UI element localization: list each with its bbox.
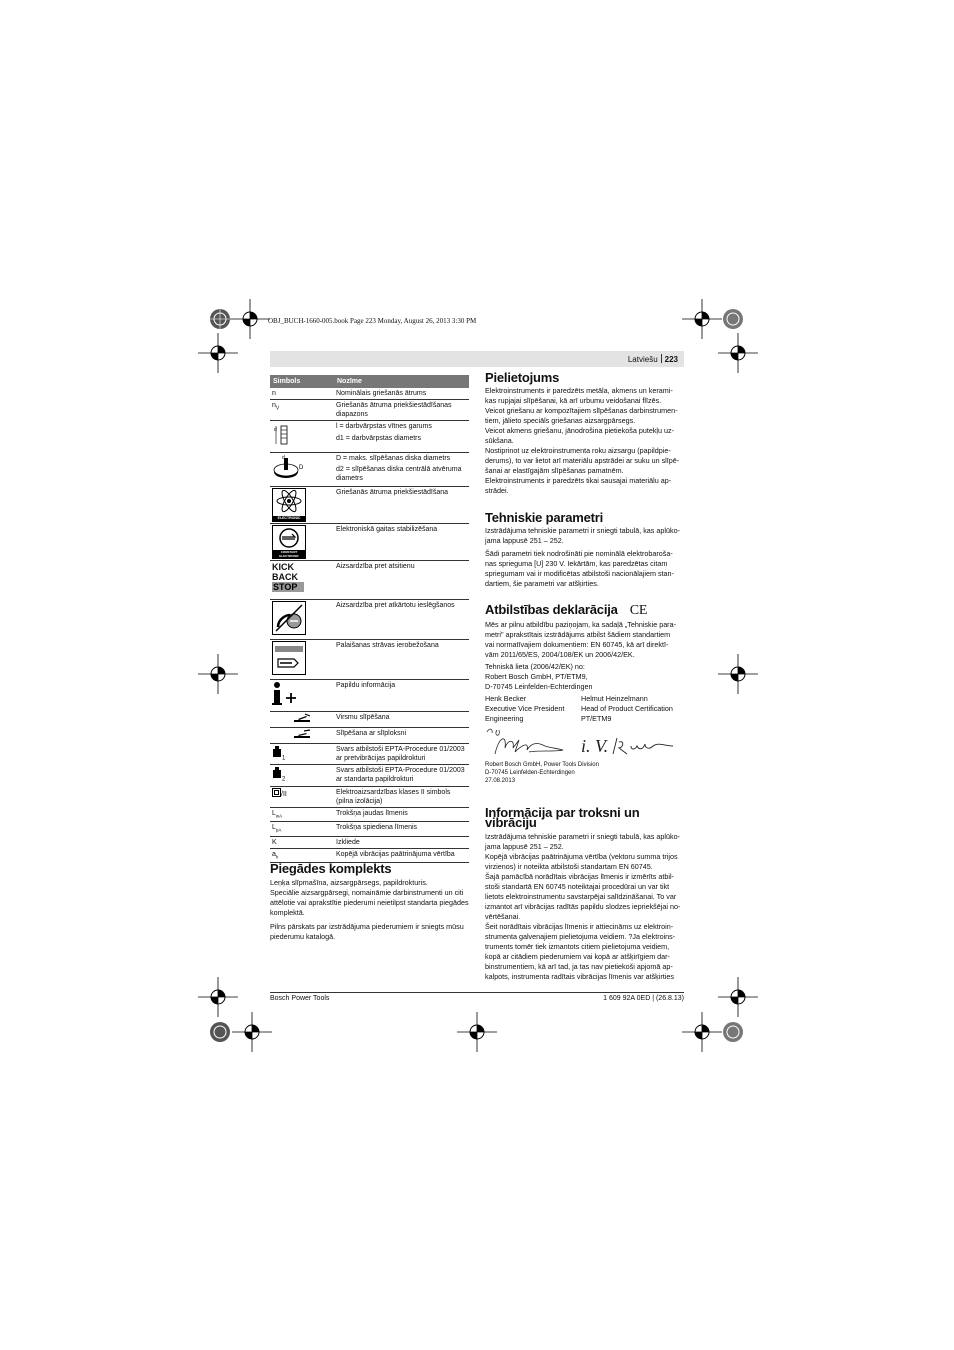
table-row — [270, 822, 469, 836]
page-footer — [270, 992, 684, 1002]
crosshair-mark-icon — [232, 1012, 272, 1052]
table-row — [270, 561, 469, 600]
meaning-cell: l = darbvārpstas vītnes garums d1 = darbvārpstas diametrs — [334, 421, 469, 453]
print-header: OBJ_BUCH-1660-005.book Page 223 Monday, August 26, 2013 3:30 PM — [268, 317, 477, 325]
table-row — [270, 786, 469, 807]
table-row — [270, 388, 469, 400]
symbol-cell: n — [270, 388, 334, 400]
registration-mark-icon — [713, 1012, 753, 1052]
page-header-bar — [270, 351, 684, 367]
delivery-section — [270, 861, 469, 942]
symbol-cell — [270, 600, 334, 640]
restart-protection-icon — [272, 601, 306, 635]
meaning-cell: Slīpēšana ar slīploksni — [334, 728, 469, 744]
constant-electronic-icon: CONSTANT ELECTRONIC — [272, 525, 306, 559]
crosshair-mark-icon — [718, 977, 758, 1017]
crosshair-mark-icon — [198, 977, 238, 1017]
column-header-meaning: Nozīme — [334, 375, 469, 388]
crosshair-mark-icon — [457, 1012, 497, 1052]
crosshair-mark-icon — [198, 654, 238, 694]
table-row — [270, 765, 469, 786]
signers: Henk Becker Executive Vice President Engineering Helmut Heinzelmann Head of Product Certification PT/ETM9 — [485, 694, 673, 723]
symbol-cell — [270, 712, 334, 728]
language-label: Latviešu — [627, 355, 658, 364]
additional-info-icon — [272, 681, 300, 707]
weight-icon — [272, 745, 282, 757]
page-header — [628, 354, 678, 364]
meaning-cell: Svars atbilstoši EPTA-Procedure 01/2003 ar pretvibrācijas papildrokturi — [334, 744, 469, 765]
paragraph: Speciālie aizsargpārsegi, nomaināmie darbinstrumenti un citi attēlotie vai aprakstītie piederumi neietilpst standarta piegādes komplektā. — [270, 888, 469, 917]
symbol-cell: $a_h$ — [270, 848, 334, 862]
meaning-cell: Elektroniskā gaitas stabilizēšana — [334, 524, 469, 561]
disc-dimension-icon — [272, 454, 304, 482]
crosshair-mark-icon — [198, 333, 238, 373]
technical-section: Tehniskie parametri Izstrādājuma tehniskie parametri ir sniegti tabulā, kas aplūko- jama lappusē 251 – 252. Šādi parametri tiek nodrošināti pie nominālā elektrobaroša- nas sprieguma [U] 230 V. Iekārtām, kas paredzētas citam spriegumam vai ir modificētas atbilstoši nacionālajiem stan- dartiem, šie parametri var atšķirties. — [485, 513, 685, 589]
surface-grinding-icon — [292, 713, 312, 723]
footer-left: Bosch Power Tools — [270, 995, 330, 1002]
table-row — [270, 421, 469, 453]
table-row — [270, 744, 469, 765]
symbol-cell: K — [270, 836, 334, 848]
symbol-cell — [270, 640, 334, 680]
conformity-section: Atbilstības deklarācija CE Mēs ar pilnu atbildību paziņojam, ka sadaļā „Tehniskie para- metri" aprakstītais izstrādājums atbilst šādiem standartiem vai normatīvajiem dokumentiem: EN 60745, kā arī direktī- vām 2011/65/ES, 2004/108/EK un 2006/42/EK. Tehniskā lieta (2006/42/EK) no: Robert Bosch GmbH, PT/ETM9, D-70745 Leinfelden-Echterdingen Henk Becker Executive Vice President Engineering Helmut Heinzelmann Head of Product Certification PT/ETM9 i. V. Robert Bosch GmbH, Power Tools Division D-70745 Leinfelden-Echterdingen 27.08.2013 — [485, 605, 685, 785]
symbol-cell: $n_V$ — [270, 400, 334, 421]
starting-current-limit-icon — [272, 641, 306, 675]
kickback-stop-icon: KICK BACK STOP — [272, 562, 304, 592]
meaning-cell: Trokšņa jaudas līmenis — [334, 807, 469, 821]
signatures-image — [485, 726, 685, 760]
meaning-cell: Trokšņa spiediena līmenis — [334, 822, 469, 836]
meaning-cell: Virsmu slīpēšana — [334, 712, 469, 728]
table-header — [270, 375, 469, 388]
table-row — [270, 712, 469, 728]
symbol-cell — [270, 524, 334, 561]
page-number: 223 — [664, 355, 678, 364]
symbol-cell — [270, 561, 334, 600]
paragraph: Pilns pārskats par izstrādājuma piederumiem ir sniegts mūsu piederumu katalogā. — [270, 922, 464, 941]
svg-text:d: d — [274, 427, 277, 433]
table-row — [270, 836, 469, 848]
protection-class-icon — [272, 788, 281, 797]
paragraph: Leņķa slīpmašīna, aizsargpārsegs, papildrokturis. — [270, 878, 428, 887]
meaning-cell: Palaišanas strāvas ierobežošana — [334, 640, 469, 680]
section-title: Piegādes komplekts — [270, 861, 392, 876]
crosshair-mark-icon — [718, 333, 758, 373]
sanding-sheet-icon — [292, 729, 312, 739]
table-row — [270, 680, 469, 712]
section-title: Pielietojums — [485, 370, 560, 385]
meaning-cell: Nominālais griešanās ātrums — [334, 388, 469, 400]
table-row — [270, 400, 469, 421]
table-row — [270, 728, 469, 744]
meaning-cell: Elektroaizsardzības klases II simbols (pilna izolācija) — [334, 786, 469, 807]
meaning-cell: Izkliede — [334, 836, 469, 848]
table-row — [270, 640, 469, 680]
symbol-cell: 1 — [270, 744, 334, 765]
meaning-cell: Aizsardzība pret atkārtotu ieslēgšanos — [334, 600, 469, 640]
symbol-cell — [270, 728, 334, 744]
symbol-cell — [270, 487, 334, 524]
meaning-cell: Papildu informācija — [334, 680, 469, 712]
electronic-icon: ELECTRONIC — [272, 488, 306, 522]
table-row — [270, 600, 469, 640]
section-title: Atbilstības deklarācija CE — [485, 602, 648, 618]
symbol-cell: $L_{wA}$ — [270, 807, 334, 821]
usage-section: Pielietojums Elektroinstruments ir paredzēts metāla, akmens un kerami- kas rupjajai slīpēšanai, kā arī urbumu veidošanai flīzēs. Veicot griešanu ar kompozītajiem slīpēšanas darbinstrumen- tiem, jālieto speciāls griešanas aizsargpārsegs. Veicot akmens griešanu, jānodrošina pietiekoša putekļu uz- sūkšana. Nostiprinot uz elektroinstrumenta roku aizsargu (papildpie- derums), to var lietot arī materiālu apstrādei ar suku un slīpē- šanai ar elastīgajām slīpēšanas pamatnēm. Elektroinstruments ir paredzēts tikai sausajai materiālu ap- strādei. — [485, 373, 685, 496]
table-row — [270, 453, 469, 487]
meaning-cell: D = maks. slīpēšanas diska diametrs d2 = slīpēšanas diska centrālā atvēruma diametrs — [334, 453, 469, 487]
symbol-cell — [270, 680, 334, 712]
ce-mark-icon: CE — [629, 603, 648, 618]
svg-text:d: d — [282, 455, 285, 461]
crosshair-mark-icon — [718, 654, 758, 694]
symbol-cell: 2 — [270, 765, 334, 786]
spindle-dimension-icon — [272, 422, 298, 448]
table-row — [270, 807, 469, 821]
symbol-cell: $L_{pA}$ — [270, 822, 334, 836]
meaning-cell: Kopējā vibrācijas paātrinājuma vērtība — [334, 848, 469, 862]
symbol-cell: /II — [270, 786, 334, 807]
symbol-cell — [270, 453, 334, 487]
weight-icon — [272, 766, 282, 778]
meaning-cell: Griešanās ātruma priekšiestādīšana — [334, 487, 469, 524]
table-row — [270, 487, 469, 524]
table-row — [270, 524, 469, 561]
meaning-cell: Aizsardzība pret atsitienu — [334, 561, 469, 600]
svg-text:D: D — [299, 465, 304, 471]
section-title: Tehniskie parametri — [485, 510, 604, 525]
column-header-symbol: Simbols — [270, 375, 334, 388]
symbols-table — [270, 375, 469, 863]
section-title: Informācija par troksni un vibrāciju — [485, 805, 640, 830]
symbol-cell — [270, 421, 334, 453]
meaning-cell: Svars atbilstoši EPTA-Procedure 01/2003 ar standarta papildrokturi — [334, 765, 469, 786]
svg-text:i. V.: i. V. — [581, 736, 609, 756]
meaning-cell: Griešanās ātruma priekšiestādīšanas diapazons — [334, 400, 469, 421]
footer-right: 1 609 92A 0ED | (26.8.13) — [603, 995, 684, 1002]
noise-section: Informācija par troksni un vibrāciju Izstrādājuma tehniskie parametri ir sniegti tabulā, kas aplūko- jama lappusē 251 – 252. Kopējā vibrācijas paātrinājuma vērtība (vektoru summa trijos virzienos) ir noteikta atbilstoši standartam EN 60745. Šajā pamācībā norādītais vibrācijas līmenis ir izmērīts atbil- stoši standartā EN 60745 noteiktajai procedūrai un var tikt lietots elektroinstrumentu savstarpējai salīdzināšanai. To var izmantot arī vibrācijas radītās papildu slodzes iepriekšējai no- vērtēšanai. Šeit norādītais vibrācijas līmenis ir attiecināms uz elektroin- strumenta galvenajiem pielietojuma veidiem. ?Ja elektroins- truments tomēr tiek izmantots citiem pielietojuma veidiem, kopā ar citādiem piederumiem vai kopā ar atšķirīgiem dar- binstrumentiem, kā arī tad, ja tas nav pietiekoši apjomā ap- kalpots, instrumenta radītais vibrācijas līmenis var atšķirties — [485, 808, 685, 982]
